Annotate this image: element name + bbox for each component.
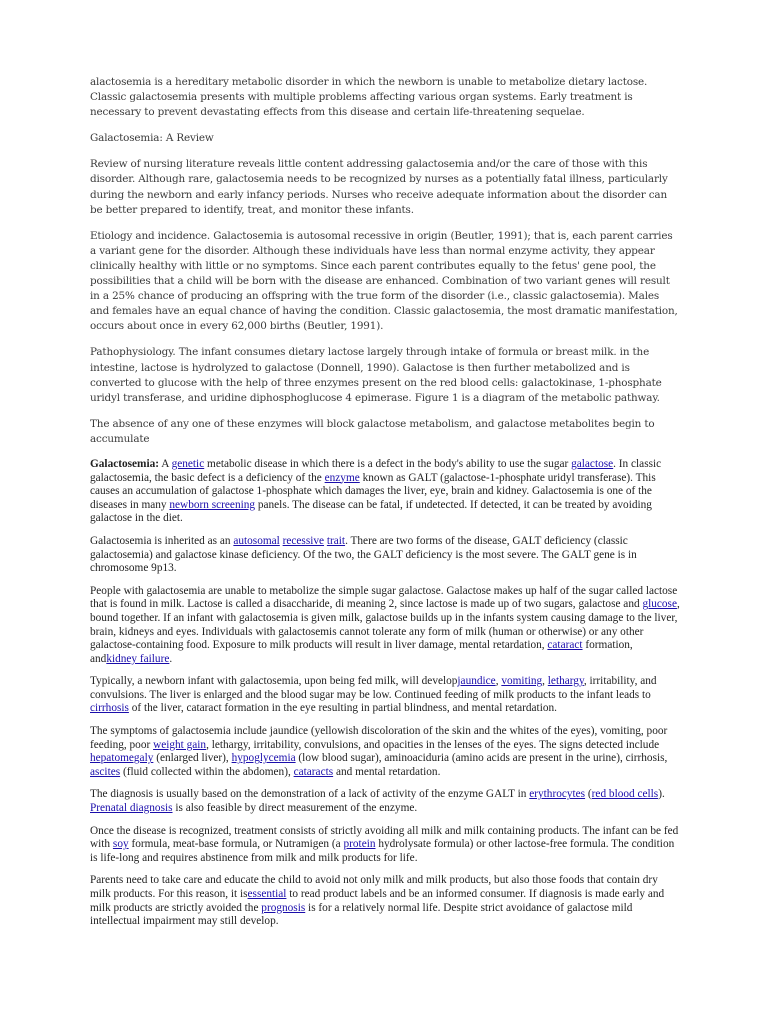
text: ( xyxy=(585,788,592,801)
text: (low blood sugar), aminoaciduria (amino acids are present in the urine), cirrhosis, xyxy=(295,752,668,765)
pathophysiology-paragraph: Pathophysiology. The infant consumes dietary lactose largely through intake of formula or breast milk. in the intestine, lactose is hydrolyzed to galactose (Donnell, 1990). Galactose is then further metabolized and is converted to glucose with the help of three enzymes present on the red blood cells: galactokinase, 1-phosphate uridyl transferase, and uridine diphosphoglucose 4 epimerase. Figure 1 is a diagram of the metabolic pathway. xyxy=(90,346,662,404)
text: formation, and xyxy=(90,639,633,665)
text: to read product labels and be an informed consumer. If diagnosis is made early and milk products are strictly avoided the xyxy=(90,888,665,914)
section-heading: Galactosemia: A Review xyxy=(90,132,214,145)
review-paragraph: Review of nursing literature reveals little content addressing galactosemia and/or the care of those with this disorder. Although rare, galactosemia needs to be recognized by nurses as a potentially fatal illness, particularly during the newborn and early infancy periods. Nurses who receive adequate information about the disorder can be better prepared to identify, treat, and monitor these infants. xyxy=(90,158,668,216)
diagnosis-paragraph xyxy=(90,788,680,815)
link-vomiting[interactable]: vomiting xyxy=(501,675,543,688)
metabolism-paragraph xyxy=(90,585,680,667)
link-autosomal[interactable]: autosomal xyxy=(233,534,280,547)
text: Typically, a newborn infant with galactosemia, upon being fed milk, will develop xyxy=(90,675,458,688)
text: (enlarged liver), xyxy=(153,752,232,765)
text: Galactosemia is inherited as an xyxy=(90,534,234,547)
text: Once the disease is recognized, treatment consists of strictly avoiding all milk and milk containing products. The infant can be fed with xyxy=(90,824,679,851)
text: of the liver, cataract formation in the eye resulting in partial blindness, and mental retardation. xyxy=(128,702,557,715)
link-jaundice[interactable]: jaundice xyxy=(457,675,496,688)
link-essential[interactable]: essential xyxy=(247,888,287,900)
inheritance-paragraph xyxy=(90,535,680,576)
parents-paragraph xyxy=(90,874,680,928)
text: , irritability, and convulsions. The liver is enlarged and the blood sugar may be low. Continued feeding of milk products to the infant leads to xyxy=(90,675,657,701)
text: , xyxy=(495,675,502,688)
text: , xyxy=(542,675,548,688)
link-lethargy[interactable]: lethargy xyxy=(547,675,584,688)
link-recessive[interactable]: recessive xyxy=(282,534,325,547)
text: , lethargy, irritability, convulsions, and opacities in the lenses of the eyes. The signs detected include xyxy=(206,738,660,751)
link-trait[interactable]: trait xyxy=(326,534,346,547)
text: ). xyxy=(658,788,665,801)
link-kidney-failure[interactable]: kidney failure xyxy=(106,652,170,665)
document-page xyxy=(90,75,680,938)
link-prognosis[interactable]: prognosis xyxy=(261,901,306,914)
text: A xyxy=(159,457,172,470)
text: is for a relatively normal life. Despite strict avoidance of galactose mild intellectual impairment may still develop. xyxy=(90,901,633,928)
definition-term: Galactosemia: xyxy=(90,457,160,470)
link-weight-gain[interactable]: weight gain xyxy=(153,738,207,751)
link-erythrocytes[interactable]: erythrocytes xyxy=(529,788,586,801)
text: metabolic disease in which there is a defect in the body's ability to use the sugar xyxy=(204,457,572,470)
intro-paragraph: alactosemia is a hereditary metabolic disorder in which the newborn is unable to metabolize dietary lactose. Classic galactosemia presents with multiple problems affecting various organ systems. Early treatment is necessary to prevent devastating effects from this disease and certain life-threatening sequelae. xyxy=(90,76,648,119)
text: panels. The disease can be fatal, if undetected. If detected, it can be treated by avoiding galactose in the diet. xyxy=(90,498,652,525)
link-genetic[interactable]: genetic xyxy=(171,457,205,470)
enzyme-absence-paragraph: The absence of any one of these enzymes will block galactose metabolism, and galactose metabolites begin to accumulate xyxy=(90,417,655,445)
link-enzyme[interactable]: enzyme xyxy=(324,471,360,484)
link-soy[interactable]: soy xyxy=(112,838,129,851)
text: is also feasible by direct measurement of the enzyme. xyxy=(172,802,418,815)
symptoms-paragraph xyxy=(90,725,680,779)
text: (fluid collected within the abdomen), xyxy=(120,765,294,778)
text: hydrolysate formula) or other lactose-free formula. The condition is life-long and requires abstinence from milk and milk products for life. xyxy=(90,838,675,864)
link-red-blood-cells[interactable]: red blood cells xyxy=(591,788,659,801)
link-prenatal-diagnosis[interactable]: Prenatal diagnosis xyxy=(90,802,173,815)
text: . There are two forms of the disease, GALT deficiency (classic galactosemia) and galactose kinase deficiency. Of the two, the GALT deficiency is the most severe. The GALT gene is in chromosome 9p13. xyxy=(90,534,637,575)
text: known as GALT (galactose-1-phosphate uridyl transferase). This causes an accumulation of galactose 1-phosphate which damages the liver, eye, brain and kidney. Galactosemia is one of the diseases in many xyxy=(90,471,656,511)
link-newborn-screening[interactable]: newborn screening xyxy=(169,498,256,511)
link-protein[interactable]: protein xyxy=(343,838,376,851)
text: The symptoms of galactosemia include jaundice (yellowish discoloration of the skin and the whites of the eyes), vomiting, poor feeding, poor xyxy=(90,725,668,751)
definition-paragraph xyxy=(90,458,680,526)
text: The diagnosis is usually based on the demonstration of a lack of activity of the enzyme GALT in xyxy=(90,788,530,801)
etiology-paragraph: Etiology and incidence. Galactosemia is autosomal recessive in origin (Beutler, 1991); that is, each parent carries a variant gene for the disorder. Although these individuals have less than normal enzyme activity, they appear clinically healthy with little or no symptoms. Since each parent contributes equally to the fetus' gene pool, the possibilities that a child will be born with the disease are enhanced. Combination of two variant genes will result in a 25% chance of producing an offspring with the true form of the disorder (i.e., classic galactosemia). Males and females have an equal chance of having the condition. Classic galactosemia, the most dramatic manifestation, occurs about once in every 62,000 births (Beutler, 1991). xyxy=(90,229,678,333)
link-cirrhosis[interactable]: cirrhosis xyxy=(90,702,129,715)
newborn-paragraph xyxy=(90,675,680,716)
link-glucose[interactable]: glucose xyxy=(642,598,677,611)
treatment-paragraph xyxy=(90,825,680,866)
text: People with galactosemia are unable to metabolize the simple sugar galactose. Galactose makes up half of the sugar called lactose that is found in milk. Lactose is called a disaccharide, di meaning 2, since lactose is made up of two sugars, galactose and xyxy=(90,584,678,611)
link-galactose[interactable]: galactose xyxy=(571,457,614,470)
text: Parents need to take care and educate the child to avoid not only milk and milk products, but also those foods that contain dry milk products. For this reason, it is xyxy=(90,874,658,900)
text: , bound together. If an infant with galactosemia is given milk, galactose builds up in the infants system causing damage to the liver, brain, kidneys and eyes. Individuals with galactosemis cannot tolerate any form of milk (human or otherwise) or any other galactose-containing food. Exposure to milk products will result in liver damage, mental retardation, xyxy=(90,598,680,652)
link-cataract[interactable]: cataract xyxy=(547,639,583,652)
link-hypoglycemia[interactable]: hypoglycemia xyxy=(231,752,296,765)
link-hepatomegaly[interactable]: hepatomegaly xyxy=(90,752,154,765)
link-ascites[interactable]: ascites xyxy=(90,765,121,778)
text: . In classic galactosemia, the basic defect is a deficiency of the xyxy=(90,457,662,484)
text: formula, meat-base formula, or Nutramigen (a xyxy=(128,838,344,851)
text: and mental retardation. xyxy=(333,765,441,778)
link-cataracts[interactable]: cataracts xyxy=(293,765,334,778)
text: . xyxy=(169,652,173,665)
